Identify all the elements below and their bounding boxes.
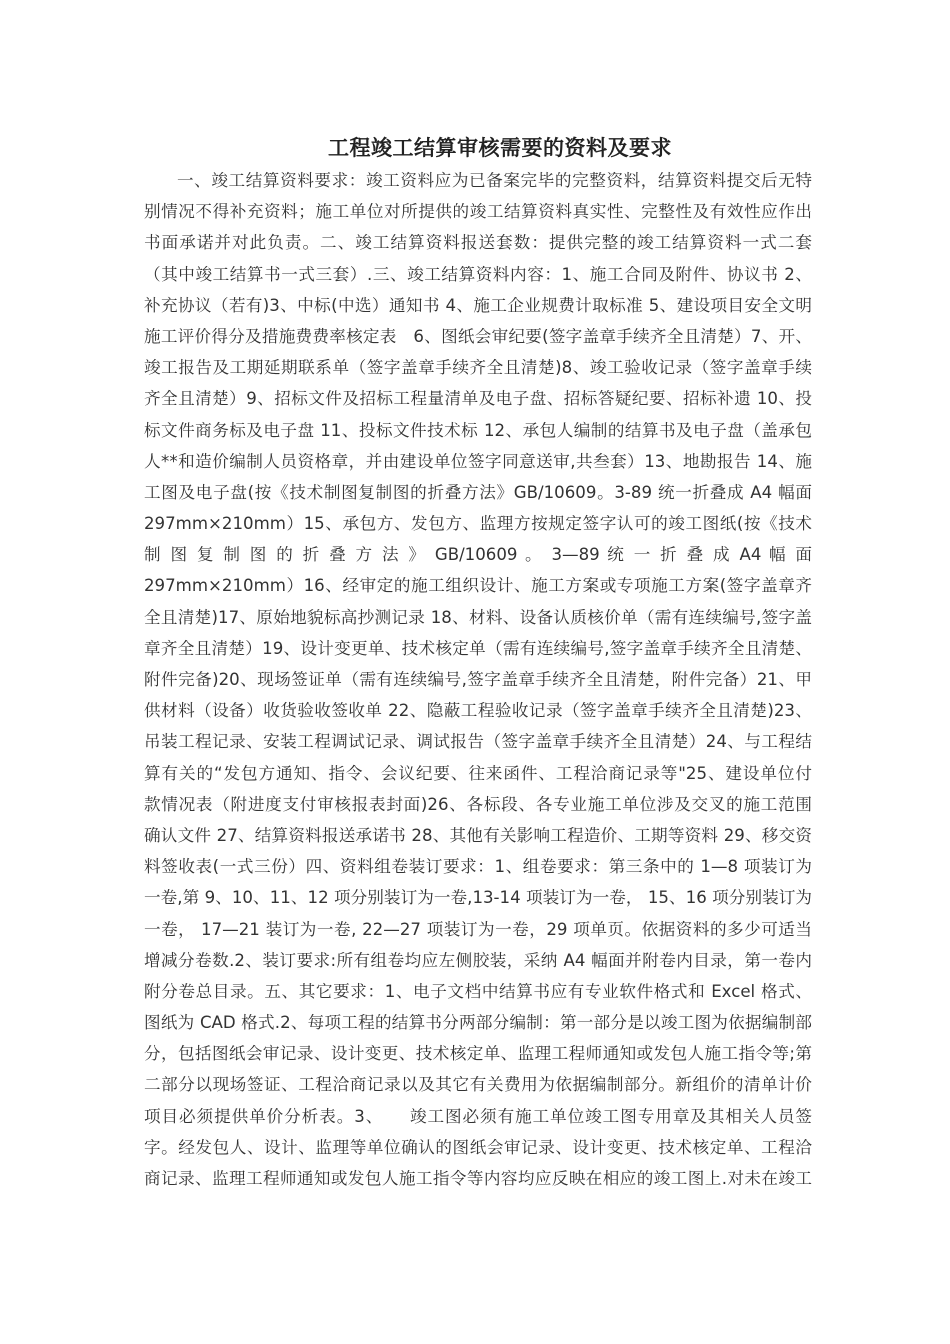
document-line: 确认文件 27、结算资料报送承诺书 28、其他有关影响工程造价、工期等资料 29、移交资 [144, 825, 812, 845]
document-line: 全且清楚)17、原始地貌标高抄测记录 18、材料、设备认质核价单（需有连续编号,签字盖 [144, 607, 812, 627]
document-line: 章齐全且清楚）19、设计变更单、技术核定单（需有连续编号,签字盖章手续齐全且清楚、 [144, 638, 812, 658]
document-line: 供材料（设备）收货验收签收单 22、隐蔽工程验收记录（签字盖章手续齐全且清楚)23、 [144, 701, 812, 721]
document-line: 款情况表（附进度支付审核报表封面)26、各标段、各专业施工单位涉及交叉的施工范围 [144, 794, 812, 814]
document-line: 图纸为 CAD 格式.2、每项工程的结算书分两部分编制：第一部分是以竣工图为依据编制部 [144, 1013, 812, 1033]
document-line: 别情况不得补充资料；施工单位对所提供的竣工结算资料真实性、完整性及有效性应作出 [144, 202, 812, 222]
document-line: 工图及电子盘(按《技术制图复制图的折叠方法》GB/10609。3-89 统一折叠成 A4 幅面 [144, 482, 812, 502]
document-line: 书面承诺并对此负责。二、竣工结算资料报送套数：提供完整的竣工结算资料一式二套 [144, 233, 812, 253]
document-line: 吊装工程记录、安装工程调试记录、调试报告（签字盖章手续齐全且清楚）24、与工程结 [144, 732, 812, 752]
document-body [144, 165, 812, 1194]
document-line: 一卷,第 9、10、11、12 项分别装订为一卷,13-14 项装订为一卷， 15、16 项分别装订为 [144, 888, 812, 908]
document-line: 项目必须提供单价分析表。3、 竣工图必须有施工单位竣工图专用章及其相关人员签 [144, 1106, 812, 1126]
document-line: 制 图 复 制 图 的 折 叠 方 法 》 GB/10609 。 3—89 统 一 折 叠 成 A4 幅 面 [144, 545, 812, 565]
document-line: 人**和造价编制人员资格章，并由建设单位签字同意送审,共叁套）13、地勘报告 14、施 [144, 451, 812, 471]
document-line: 一卷， 17—21 装订为一卷, 22—27 项装订为一卷，29 项单页。依据资料的多少可适当 [144, 919, 812, 939]
document-line: 商记录、监理工程师通知或发包人施工指令等内容均应反映在相应的竣工图上.对未在竣工 [144, 1169, 812, 1188]
document-line: 施工评价得分及措施费费率核定表 6、图纸会审纪要(签字盖章手续齐全且清楚）7、开、 [144, 326, 812, 346]
document-line: 分，包括图纸会审记录、设计变更、技术核定单、监理工程师通知或发包人施工指令等;第 [144, 1044, 812, 1064]
document-line: 一、竣工结算资料要求：竣工资料应为已备案完毕的完整资料，结算资料提交后无特 [177, 171, 812, 190]
document-title: 工程竣工结算审核需要的资料及要求 [328, 135, 672, 160]
document-line: 标文件商务标及电子盘 11、投标文件技术标 12、承包人编制的结算书及电子盘（盖承包 [144, 420, 812, 440]
document-line: 补充协议（若有)3、中标(中选）通知书 4、施工企业规费计取标准 5、建设项目安全文明 [144, 295, 812, 315]
document-line: （其中竣工结算书一式三套）.三、竣工结算资料内容：1、施工合同及附件、协议书 2、 [144, 264, 812, 284]
document-line: 297mm×210mm）16、经审定的施工组织设计、施工方案或专项施工方案(签字盖章齐 [144, 576, 812, 596]
document-line: 附分卷总目录。五、其它要求：1、电子文档中结算书应有专业软件格式和 Excel 格式、 [144, 981, 812, 1001]
document-line: 算有关的“发包方通知、指令、会议纪要、往来函件、工程洽商记录等"25、建设单位付 [144, 763, 812, 783]
document-line: 附件完备)20、现场签证单（需有连续编号,签字盖章手续齐全且清楚，附件完备）21、甲 [144, 670, 812, 689]
document-line: 料签收表(一式三份）四、资料组卷装订要求：1、组卷要求：第三条中的 1—8 项装订为 [144, 857, 812, 877]
document-line: 二部分以现场签证、工程洽商记录以及其它有关费用为依据编制部分。新组价的清单计价 [144, 1075, 812, 1095]
document-line: 297mm×210mm）15、承包方、发包方、监理方按规定签字认可的竣工图纸(按《技术 [144, 514, 812, 534]
document-line: 齐全且清楚）9、招标文件及招标工程量清单及电子盘、招标答疑纪要、招标补遗 10、投 [144, 389, 812, 409]
document-line: 字。经发包人、设计、监理等单位确认的图纸会审记录、设计变更、技术核定单、工程洽 [144, 1137, 812, 1157]
document-line: 竣工报告及工期延期联系单（签字盖章手续齐全且清楚)8、竣工验收记录（签字盖章手续 [144, 358, 812, 378]
document-line: 增减分卷数.2、装订要求:所有组卷均应左侧胶装，采纳 A4 幅面并附卷内目录，第一卷内 [144, 950, 812, 970]
